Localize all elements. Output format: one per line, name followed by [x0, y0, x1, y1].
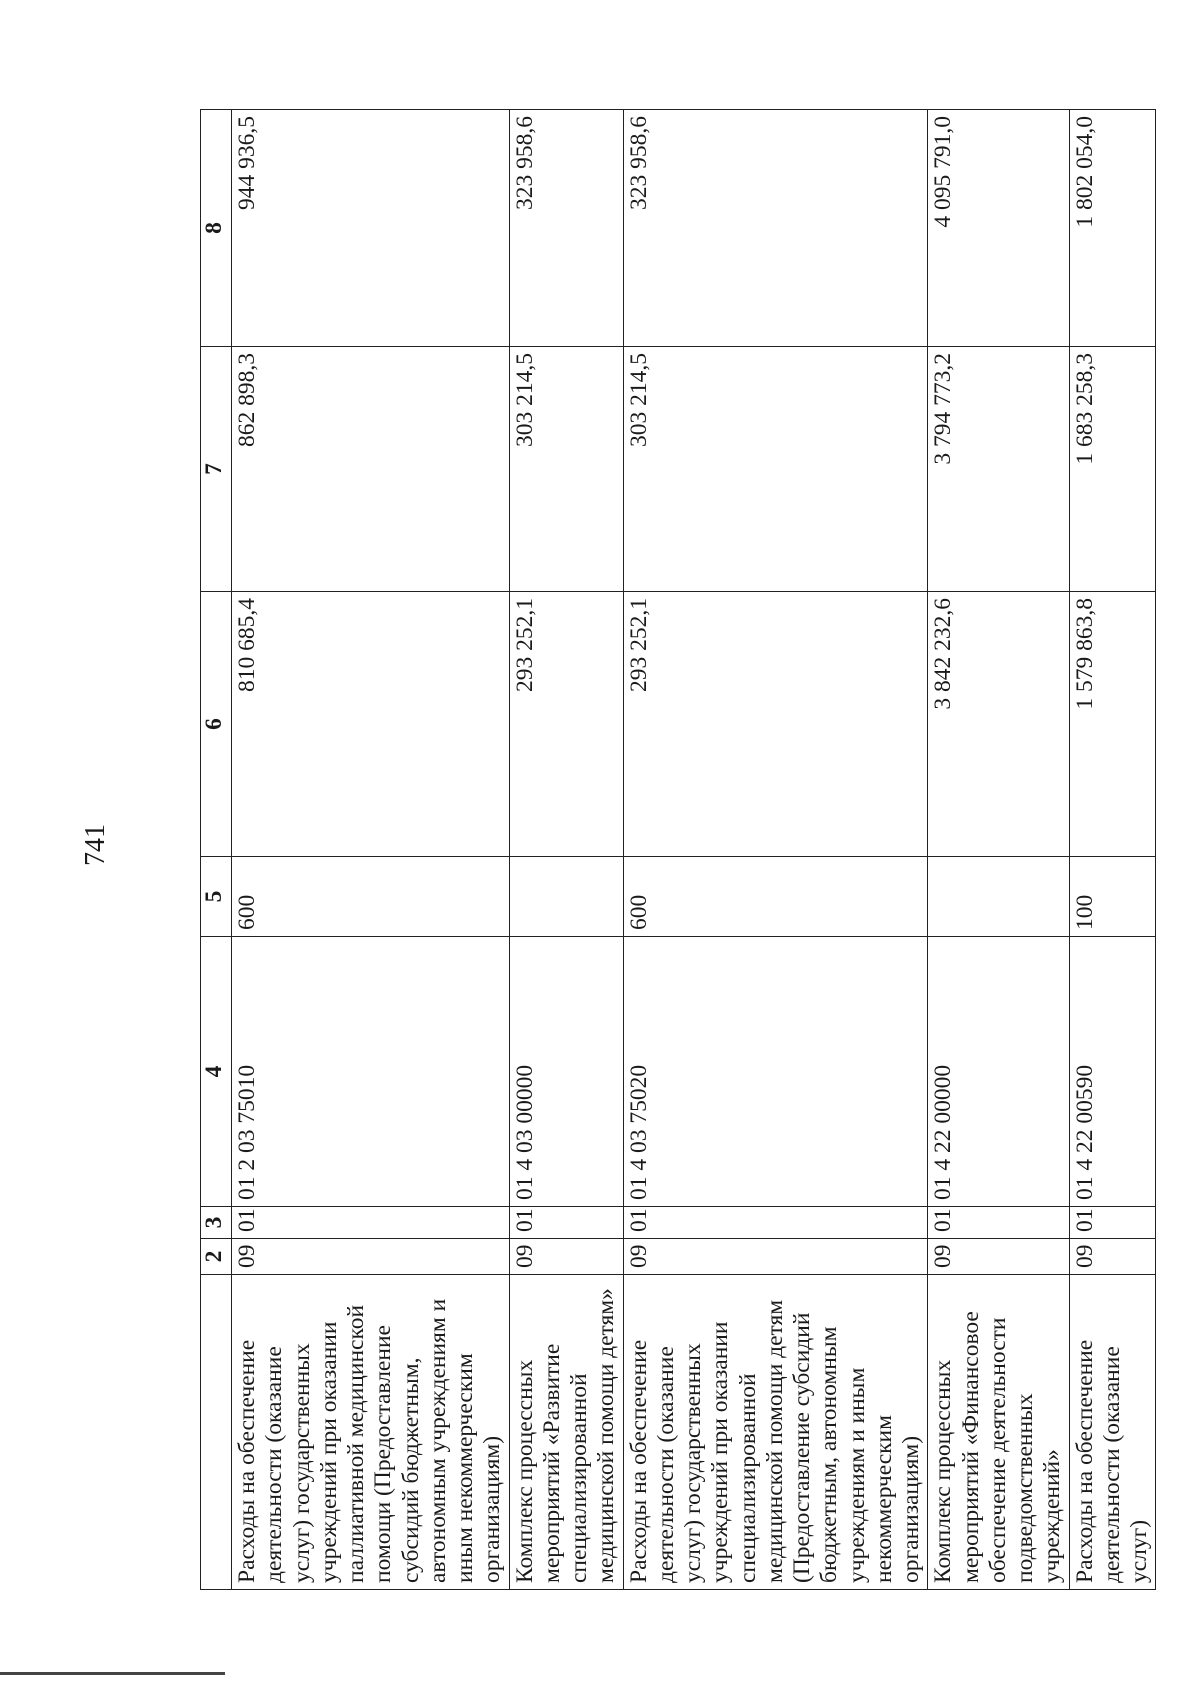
header-cell-5: 5 — [201, 857, 232, 937]
row-amount-col8: 4 095 791,0 — [928, 110, 1069, 347]
row-name: Комплекс процессных мероприятий «Развитие специализированной медицинской помощи детям» — [509, 1275, 623, 1590]
scan-edge-line — [0, 1672, 225, 1675]
row-amount-col8: 323 958,6 — [509, 110, 623, 347]
row-target-code: 01 4 22 00000 — [928, 937, 1069, 1207]
table-header-row — [201, 110, 232, 1590]
row-amount-col7: 303 214,5 — [623, 347, 928, 592]
row-subsection: 01 — [1069, 1207, 1156, 1239]
row-section: 09 — [928, 1239, 1069, 1275]
row-subsection: 01 — [928, 1207, 1069, 1239]
header-cell-2: 2 — [201, 1239, 232, 1275]
row-expense-type: 600 — [623, 857, 928, 937]
row-amount-col7: 303 214,5 — [509, 347, 623, 592]
table-row — [232, 110, 510, 1590]
row-expense-type: 100 — [1069, 857, 1156, 937]
row-name: Расходы на обеспечение деятельности (оказание услуг) государственных учреждений при оказании специализированной медицинской помощи детям (Предоставление субсидий бюджетным, автономным учреждениям и иным некоммерческим организациям) — [623, 1275, 928, 1590]
row-section: 09 — [232, 1239, 510, 1275]
row-subsection: 01 — [232, 1207, 510, 1239]
row-target-code: 01 4 03 00000 — [509, 937, 623, 1207]
table-row — [509, 110, 623, 1590]
row-subsection: 01 — [623, 1207, 928, 1239]
row-amount-col7: 1 683 258,3 — [1069, 347, 1156, 592]
row-name: Расходы на обеспечение деятельности (оказание услуг) — [1069, 1275, 1156, 1590]
row-name: Комплекс процессных мероприятий «Финансовое обеспечение деятельности подведомственных учреждений» — [928, 1275, 1069, 1590]
row-expense-type — [509, 857, 623, 937]
row-amount-col8: 1 802 054,0 — [1069, 110, 1156, 347]
row-amount-col6: 1 579 863,8 — [1069, 592, 1156, 857]
row-amount-col8: 323 958,6 — [623, 110, 928, 347]
row-amount-col7: 862 898,3 — [232, 347, 510, 592]
table-row — [1069, 110, 1156, 1590]
row-target-code: 01 4 03 75020 — [623, 937, 928, 1207]
row-amount-col6: 3 842 232,6 — [928, 592, 1069, 857]
header-cell-1 — [201, 1275, 232, 1590]
table-row — [928, 110, 1069, 1590]
row-section: 09 — [509, 1239, 623, 1275]
header-cell-6: 6 — [201, 592, 232, 857]
header-cell-7: 7 — [201, 347, 232, 592]
budget-table — [200, 109, 1156, 1590]
header-cell-4: 4 — [201, 937, 232, 1207]
row-amount-col8: 944 936,5 — [232, 110, 510, 347]
rotated-table-container — [200, 110, 1152, 1590]
row-expense-type: 600 — [232, 857, 510, 937]
header-cell-3: 3 — [201, 1207, 232, 1239]
row-amount-col6: 293 252,1 — [623, 592, 928, 857]
row-section: 09 — [623, 1239, 928, 1275]
row-subsection: 01 — [509, 1207, 623, 1239]
row-target-code: 01 4 22 00590 — [1069, 937, 1156, 1207]
row-name: Расходы на обеспечение деятельности (оказание услуг) государственных учреждений при оказании паллиативной медицинской помощи (Предоставление субсидий бюджетным, автономным учреждениям и иным некоммерческим организациям) — [232, 1275, 510, 1590]
row-expense-type — [928, 857, 1069, 937]
row-amount-col6: 293 252,1 — [509, 592, 623, 857]
table-row — [623, 110, 928, 1590]
page-number: 741 — [80, 824, 111, 866]
row-target-code: 01 2 03 75010 — [232, 937, 510, 1207]
row-section: 09 — [1069, 1239, 1156, 1275]
header-cell-8: 8 — [201, 110, 232, 347]
row-amount-col6: 810 685,4 — [232, 592, 510, 857]
row-amount-col7: 3 794 773,2 — [928, 347, 1069, 592]
